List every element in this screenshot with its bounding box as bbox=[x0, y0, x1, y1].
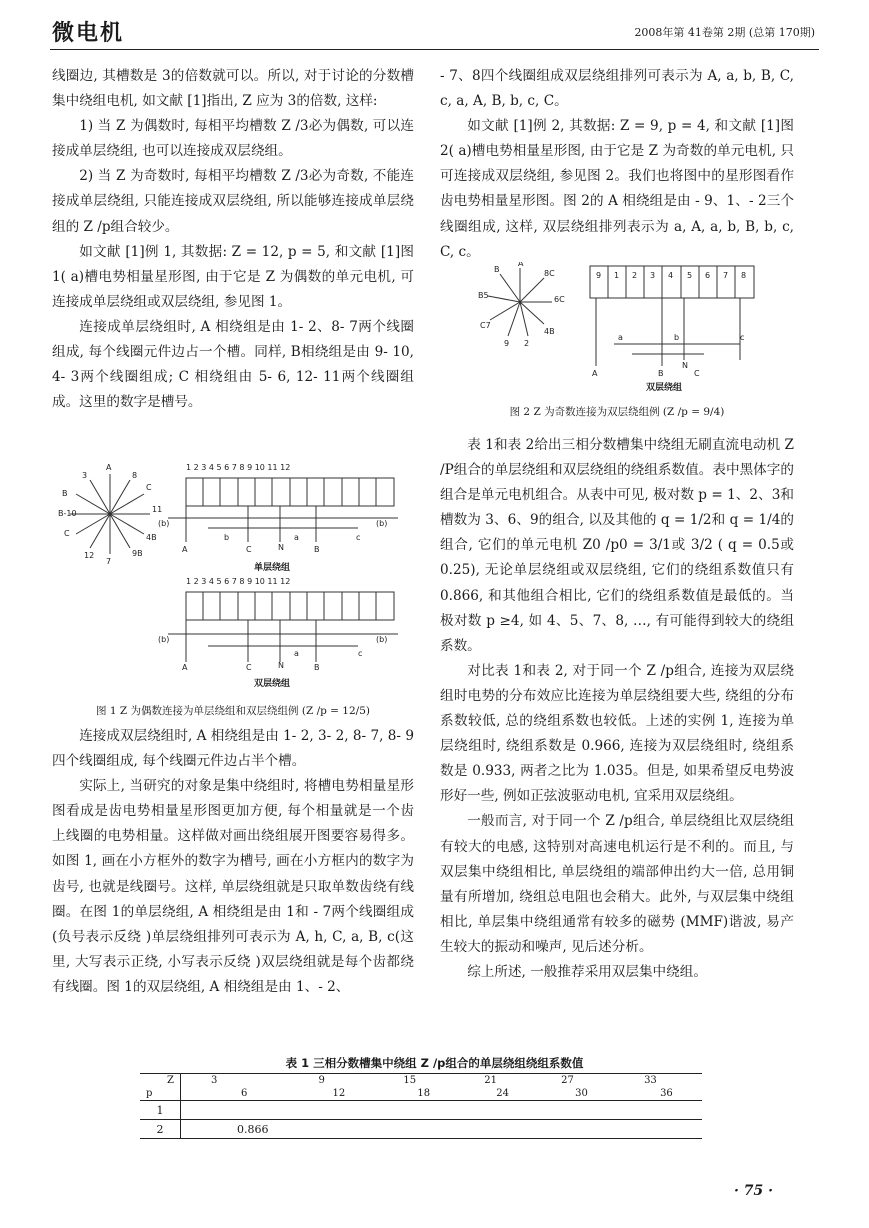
paragraph: 一般而言, 对于同一个 Z /p组合, 单层绕组比双层绕组有较大的电感, 这特别对高速电机运行是不利的。而且, 与双层集中绕组相比, 单层绕组的端部伸出约大一倍, 总用铜量有所增加, 绕组总电阻也会稍大。此外, 与双层集中绕组相比, 单层集中绕组通常有较多的磁势 (MMF)谐波, 易产生较大的振动和噪声, 见后述分析。 bbox=[440, 813, 794, 955]
paragraph: 线圈边, 其槽数是 3的倍数就可以。所以, 对于讨论的分数槽集中绕组电机, 如文献 [1]指出, Z 应为 3的倍数, 这样: bbox=[52, 68, 414, 110]
svg-text:(b): (b) bbox=[158, 519, 170, 528]
svg-text:6C: 6C bbox=[554, 295, 565, 304]
svg-text:C: C bbox=[146, 483, 152, 492]
p-cell: 1 bbox=[140, 1101, 181, 1120]
issue-info: 2008年第 41卷第 2期 (总第 170期) bbox=[634, 26, 815, 39]
svg-text:6: 6 bbox=[705, 271, 711, 280]
svg-text:B: B bbox=[314, 663, 320, 672]
z-cell: 21 bbox=[456, 1074, 535, 1087]
z-cell: 33 bbox=[614, 1074, 702, 1087]
svg-text:b: b bbox=[224, 533, 230, 542]
svg-text:A: A bbox=[106, 463, 112, 472]
right-column-bottom bbox=[440, 433, 794, 985]
value-cell bbox=[181, 1101, 703, 1120]
z-cell: 27 bbox=[535, 1074, 614, 1087]
left-column-bottom bbox=[52, 724, 414, 1000]
svg-text:1 2 3 4 5 6 7 8 9 10: 1 2 3 4 5 6 7 8 9 10 11 12 bbox=[186, 463, 291, 472]
z-cell: 36 bbox=[660, 1087, 673, 1099]
svg-text:C7: C7 bbox=[480, 321, 491, 330]
svg-text:A: A bbox=[592, 369, 598, 378]
svg-text:c: c bbox=[356, 533, 361, 542]
header-rule bbox=[50, 49, 819, 50]
svg-text:B: B bbox=[314, 545, 320, 554]
svg-text:a: a bbox=[294, 649, 299, 658]
svg-text:3: 3 bbox=[82, 471, 88, 480]
svg-text:2: 2 bbox=[524, 339, 530, 348]
paragraph: 2) 当 Z 为奇数时, 每相平均槽数 Z /3必为奇数, 不能连接成单层绕组, 只能连接成双层绕组, 所以能够连接成单层绕组的 Z /p组合较少。 bbox=[52, 168, 414, 235]
svg-text:2: 2 bbox=[632, 271, 638, 280]
svg-text:9B: 9B bbox=[132, 549, 143, 558]
figure-2 bbox=[478, 262, 764, 402]
svg-text:8: 8 bbox=[132, 471, 138, 480]
svg-text:(b): (b) bbox=[158, 635, 170, 644]
svg-text:B: B bbox=[62, 489, 68, 498]
value-cell: 0.866 bbox=[181, 1120, 703, 1139]
figure-1 bbox=[58, 456, 404, 688]
svg-text:a: a bbox=[294, 533, 299, 542]
paragraph: - 7、8四个线圈组成双层绕组排列可表示为 A, a, b, B, C, c, a, A, B, b, c, C。 bbox=[440, 68, 794, 110]
svg-text:1: 1 bbox=[614, 271, 620, 280]
paragraph: 如文献 [1]例 2, 其数据: Z = 9, p = 4, 和文献 [1]图 2( a)槽电势相量星形图, 由于它是 Z 为奇数的单元电机, 只可连接成双层绕组, 参见图 2。我们也将图中的星形图看作齿电势相量星形图。图 2的 A 相绕组是由 - 9、1、- 2三个线圈组成, 这样, 双层绕组排列表示为 a, A, a, b, B, b, c, C, c。 bbox=[440, 118, 794, 260]
figure-2-caption: 图 2 Z 为奇数连接为双层绕组例 (Z /p = 9/4) bbox=[509, 406, 725, 418]
svg-text:1 2 3 4 5 6 7 8 9 10: 1 2 3 4 5 6 7 8 9 10 11 12 bbox=[186, 577, 291, 586]
z-cell: 12 bbox=[332, 1087, 346, 1099]
right-column-top bbox=[440, 64, 794, 265]
svg-text:4B: 4B bbox=[146, 533, 157, 542]
svg-text:C: C bbox=[246, 663, 252, 672]
svg-text:8: 8 bbox=[741, 271, 747, 280]
z-label: Z bbox=[140, 1074, 181, 1087]
svg-text:A: A bbox=[182, 545, 188, 554]
figure-1-caption: 图 1 Z 为偶数连接为单层绕组和双层绕组例 (Z /p = 12/5) bbox=[96, 705, 370, 717]
label-double-layer: 双层绕组 bbox=[254, 679, 291, 688]
svg-text:B-10: B-10 bbox=[58, 509, 77, 518]
table-header-z bbox=[140, 1074, 702, 1087]
svg-text:11: 11 bbox=[152, 505, 163, 514]
svg-text:8C: 8C bbox=[544, 269, 555, 278]
left-column-top bbox=[52, 64, 414, 415]
svg-text:C: C bbox=[246, 545, 252, 554]
p-cell: 2 bbox=[140, 1120, 181, 1139]
table-header-p bbox=[140, 1086, 702, 1101]
paragraph: 连接成单层绕组时, A 相绕组是由 1- 2、8- 7两个线圈组成, 每个线圈元件边占一个槽。同样, B相绕组是由 9- 10, 4- 3两个线圈组成; C 相绕组由 5- 6, 12- 11两个线圈组成。这里的数字是槽号。 bbox=[52, 318, 414, 411]
label-single-layer: 单层绕组 bbox=[254, 563, 291, 573]
svg-text:9: 9 bbox=[596, 271, 602, 280]
svg-text:(b): (b) bbox=[376, 635, 388, 644]
svg-text:c: c bbox=[358, 649, 363, 658]
svg-text:C: C bbox=[694, 369, 700, 378]
paragraph: 综上所述, 一般推荐采用双层集中绕组。 bbox=[467, 963, 707, 980]
svg-text:A: A bbox=[182, 663, 188, 672]
svg-text:C: C bbox=[64, 529, 70, 538]
journal-title: 微电机 bbox=[52, 21, 125, 46]
table-1-title: 表 1 三相分数槽集中绕组 Z /p组合的单层绕组绕组系数值 bbox=[285, 1056, 584, 1070]
svg-text:B: B bbox=[494, 265, 500, 274]
svg-text:7: 7 bbox=[106, 557, 112, 566]
svg-text:N: N bbox=[682, 361, 688, 370]
z-cell: 15 bbox=[377, 1074, 456, 1087]
label-double-layer: 双层绕组 bbox=[646, 383, 683, 393]
z-cell: 24 bbox=[496, 1087, 510, 1099]
svg-text:N: N bbox=[278, 661, 284, 670]
paragraph: 1) 当 Z 为偶数时, 每相平均槽数 Z /3必为偶数, 可以连接成单层绕组, 也可以连接成双层绕组。 bbox=[52, 118, 414, 160]
svg-text:12: 12 bbox=[84, 551, 95, 560]
paragraph: 对比表 1和表 2, 对于同一个 Z /p组合, 连接为双层绕组时电势的分布效应比连接为单层绕组要大些, 绕组的分布系数较低, 总的绕组系数也较低。上述的实例 1, 连接为单层绕组时, 绕组系数是 0.966, 连接为双层绕组时, 绕组系数是 0.933, 两者之比为 1.035。但是, 如果希望反电势波形好一些, 例如正弦波驱动电机, 宜采用双层绕组。 bbox=[440, 662, 794, 805]
z-cell: 18 bbox=[417, 1087, 431, 1099]
svg-text:A: A bbox=[518, 262, 524, 268]
z-cell: 30 bbox=[575, 1087, 588, 1099]
svg-text:5: 5 bbox=[687, 271, 693, 280]
z-cell: 3 bbox=[181, 1074, 281, 1087]
svg-text:a: a bbox=[618, 333, 623, 342]
single-layer-slots bbox=[168, 478, 398, 542]
paragraph: 如文献 [1]例 1, 其数据: Z = 12, p = 5, 和文献 [1]图 1( a)槽电势相量星形图, 由于它是 Z 为偶数的单元电机, 可连接成单层绕组或双层绕组, 参见图 1。 bbox=[52, 243, 414, 310]
svg-text:4: 4 bbox=[668, 271, 674, 280]
paragraph: 表 1和表 2给出三相分数槽集中绕组无刷直流电动机 Z /P组合的单层绕组和双层绕组的绕组系数值。表中黑体字的组合是单元电机组合。从表中可见, 极对数 p = 1、2、3和槽数为 3、6、9的组合, 以及其他的 q = 1/2和 q = 1/4的组合, 它们的单元电机 Z0 /p0 = 3/1或 3/2 ( q = 0.5或 0.25), 无论单层绕组或双层绕组, 它们的绕组系数值只有 0.866, 和其他组合相比, 它们的绕组系数值是最低的。当极对数 p ≥4, 如 4、5、7、8, …, 有可能得到较大的绕组系数。 bbox=[440, 437, 794, 654]
double-layer-slots bbox=[168, 592, 398, 662]
svg-text:B5: B5 bbox=[478, 291, 489, 300]
svg-text:4B: 4B bbox=[544, 327, 555, 336]
p-label: p bbox=[140, 1086, 181, 1101]
paragraph: 实际上, 当研究的对象是集中绕组时, 将槽电势相量星形图看成是齿电势相量星形图更加方便, 每个相量就是一个齿上线圈的电势相量。这样做对画出绕组展开图要容易得多。如图 1, 画在小方框外的数字为槽号, 画在小方框内的数字为齿号, 也就是线圈号。这样, 单层绕组就是只取单数齿绕有线圈。在图 1的单层绕组, A 相绕组是由 1和 - 7两个线圈组成 (负号表示反绕 )单层绕组排列可表示为 A, h, C, a, B, c(这里, 大写表示正绕, 小写表示反绕 )双层绕组就是每个齿都绕有线圈。图 1的双层绕组, A 相绕组是由 1、- 2、 bbox=[52, 778, 414, 995]
figure-2-drawing bbox=[478, 262, 764, 402]
svg-text:N: N bbox=[278, 543, 284, 552]
figure-2-slots bbox=[590, 266, 754, 366]
table-row bbox=[140, 1101, 702, 1120]
paragraph: 连接成双层绕组时, A 相绕组是由 1- 2, 3- 2, 8- 7, 8- 9四个线圈组成, 每个线圈元件边占半个槽。 bbox=[52, 728, 414, 770]
svg-text:7: 7 bbox=[723, 271, 729, 280]
svg-text:b: b bbox=[674, 333, 680, 342]
svg-text:3: 3 bbox=[650, 271, 656, 280]
svg-text:c: c bbox=[740, 333, 745, 342]
z-cell: 6 bbox=[241, 1087, 248, 1099]
table-1 bbox=[140, 1073, 702, 1139]
page-number: · 75 · bbox=[734, 1183, 773, 1199]
svg-text:9: 9 bbox=[504, 339, 510, 348]
table-row bbox=[140, 1120, 702, 1139]
figure-1-drawing bbox=[58, 456, 404, 688]
svg-text:B: B bbox=[658, 369, 664, 378]
svg-text:(b): (b) bbox=[376, 519, 388, 528]
z-cell: 9 bbox=[281, 1074, 378, 1087]
